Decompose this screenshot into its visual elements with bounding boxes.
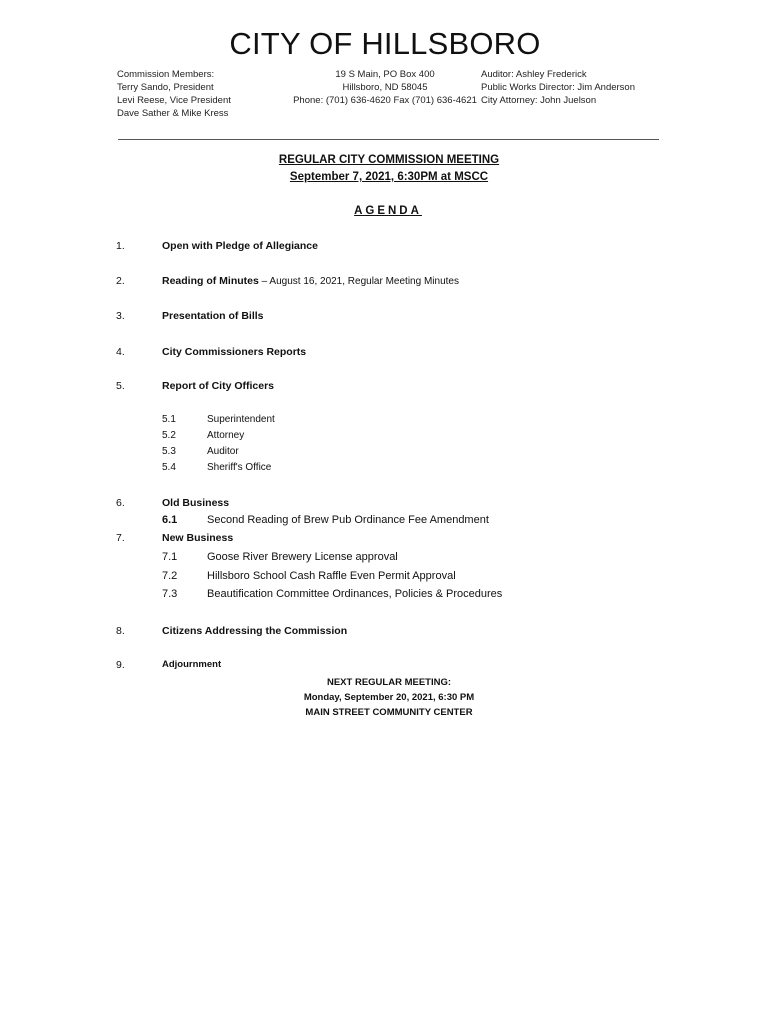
city-address-block [0, 68, 770, 107]
agenda-item-number: 7. [116, 532, 125, 544]
sub-item-number: 7.2 [162, 570, 178, 582]
agenda-item-number: 1. [116, 240, 125, 252]
next-meeting-date: Monday, September 20, 2021, 6:30 PM [303, 692, 475, 703]
commission-member-president: Terry Sando, President [117, 82, 214, 93]
sub-item-raffle-permit: Hillsboro School Cash Raffle Even Permit Approval [207, 570, 456, 582]
agenda-item-number: 3. [116, 310, 125, 322]
official-attorney: City Attorney: John Juelson [481, 95, 597, 106]
agenda-item-number: 6. [116, 497, 125, 509]
agenda-item-citizens: Citizens Addressing the Commission [162, 625, 348, 637]
sub-item-number: 6.1 [162, 514, 178, 526]
sub-item-number: 7.3 [162, 588, 178, 600]
address-phone: Phone: (701) 636-4620 Fax (701) 636-4621 [293, 95, 477, 106]
commission-member-vice-president: Levi Reese, Vice President [117, 95, 231, 106]
agenda-item-officer-reports: Report of City Officers [162, 380, 275, 392]
commission-members-label: Commission Members: [117, 69, 215, 80]
official-public-works: Public Works Director: Jim Anderson [481, 82, 635, 93]
header-divider [118, 139, 659, 140]
agenda-item-number: 2. [116, 275, 125, 287]
sub-item-number: 7.1 [162, 551, 178, 563]
city-title: CITY OF HILLSBORO [229, 26, 541, 61]
address-street: 19 S Main, PO Box 400 [335, 69, 435, 80]
sub-item-attorney: Attorney [207, 430, 245, 441]
agenda-item-number: 4. [116, 346, 125, 358]
city-officials-block [481, 68, 635, 107]
sub-item-brewery-license: Goose River Brewery License approval [207, 551, 398, 563]
sub-item-number: 5.3 [162, 446, 176, 457]
agenda-item-old-business: Old Business [162, 497, 230, 509]
agenda-item-new-business: New Business [162, 532, 234, 544]
agenda-item-commissioner-reports: City Commissioners Reports [162, 346, 307, 358]
agenda-item-adjournment: Adjournment [162, 659, 222, 670]
agenda-item-bills: Presentation of Bills [162, 310, 264, 322]
sub-item-brew-pub-ordinance: Second Reading of Brew Pub Ordinance Fee Amendment [207, 514, 489, 526]
agenda-heading: AGENDA [354, 205, 422, 217]
agenda-item-minutes-detail: – August 16, 2021, Regular Meeting Minutes [258, 276, 459, 287]
next-meeting-heading: NEXT REGULAR MEETING: [326, 677, 452, 688]
agenda-item-number: 8. [116, 625, 125, 637]
meeting-title: REGULAR CITY COMMISSION MEETING [278, 154, 500, 166]
sub-item-number: 5.2 [162, 430, 176, 441]
agenda-item-number: 5. [116, 380, 125, 392]
sub-item-superintendent: Superintendent [207, 414, 275, 425]
agenda-item-pledge: Open with Pledge of Allegiance [162, 240, 318, 252]
address-city: Hillsboro, ND 58045 [342, 82, 428, 93]
sub-item-auditor: Auditor [207, 446, 239, 457]
sub-item-number: 5.4 [162, 462, 176, 473]
commission-members-other: Dave Sather & Mike Kress [117, 108, 229, 119]
next-meeting-place: MAIN STREET COMMUNITY CENTER [305, 707, 473, 718]
sub-item-sheriff: Sheriff's Office [207, 462, 272, 473]
agenda-item-minutes [162, 275, 459, 287]
sub-item-beautification: Beautification Committee Ordinances, Policies & Procedures [207, 588, 503, 600]
agenda-item-minutes-label: Reading of Minutes [162, 275, 259, 287]
official-auditor: Auditor: Ashley Frederick [481, 69, 587, 80]
sub-item-number: 5.1 [162, 414, 176, 425]
agenda-item-number: 9. [116, 659, 125, 671]
meeting-date: September 7, 2021, 6:30PM at MSCC [289, 171, 489, 183]
